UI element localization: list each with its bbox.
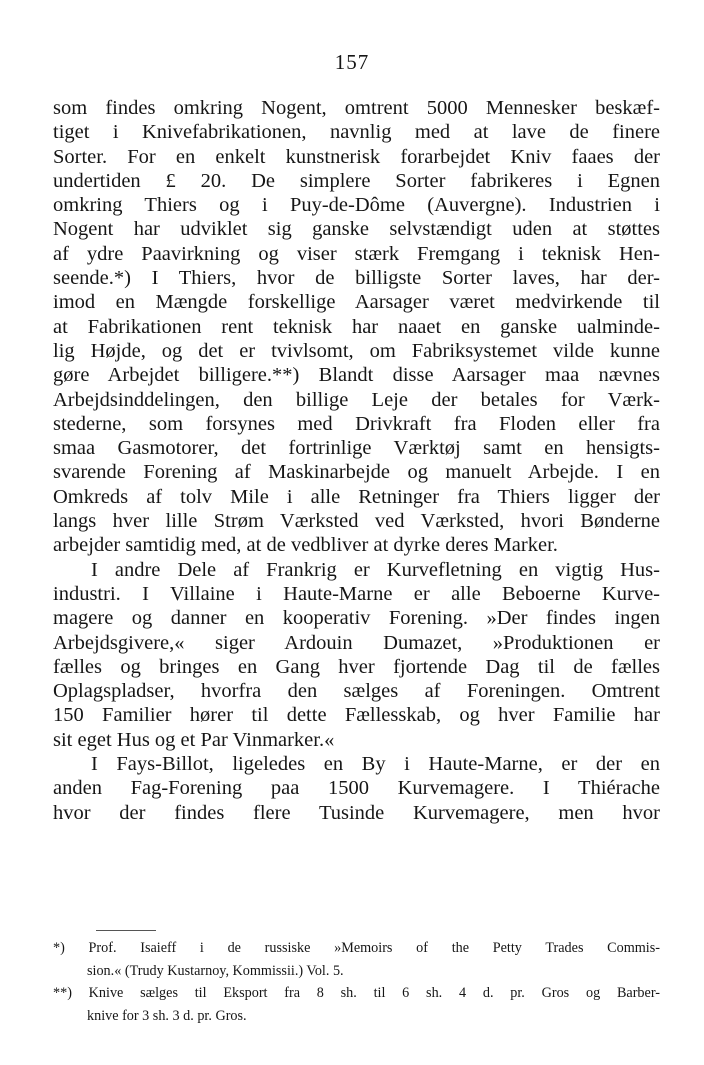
text-line: arbejder samtidig med, at de vedbliver at dyrke deres Marker. (53, 534, 558, 557)
text-line: hvor der findes flere Tusinde Kurvemagere, men hvor (53, 801, 660, 824)
footnote-line: *) Prof. Isaieff i de russiske »Memoirs of the Petty Trades Commis- (53, 940, 660, 956)
text-line: I andre Dele af Frankrig er Kurvefletning en vigtig Hus- (91, 558, 660, 581)
text-line: Arbejdsgivere,« siger Ardouin Dumazet, »Produktionen er (53, 631, 660, 654)
text-line: sit eget Hus og et Par Vinmarker.« (53, 728, 335, 751)
text-line: Arbejdsinddelingen, den billige Leje der betales for Værk- (53, 388, 660, 411)
text-line: imod en Mængde forskellige Aarsager været medvirkende til (53, 291, 660, 314)
footnotes (53, 937, 660, 1027)
text-line: stederne, som forsynes med Drivkraft fra Floden eller fra (53, 412, 660, 435)
footnote-line: knive for 3 sh. 3 d. pr. Gros. (87, 1007, 247, 1024)
text-line: gøre Arbejdet billigere.**) Blandt disse Aarsager maa nævnes (53, 364, 660, 387)
text-line: anden Fag-Forening paa 1500 Kurvemagere. I Thiérache (53, 777, 660, 800)
text-line: af ydre Paavirkning og viser stærk Fremgang i teknisk Hen- (53, 242, 660, 265)
text-line: tiget i Knivefabrikationen, navnlig med at lave de finere (53, 121, 660, 144)
text-line: smaa Gasmotorer, det fortrinlige Værktøj samt en hensigts- (53, 437, 660, 460)
text-line: omkring Thiers og i Puy-de-Dôme (Auvergne). Industrien i (53, 194, 660, 217)
page-number: 157 (334, 50, 370, 74)
text-line: som findes omkring Nogent, omtrent 5000 Mennesker beskæf- (53, 97, 660, 119)
text-line: undertiden £ 20. De simplere Sorter fabrikeres i Egnen (53, 169, 660, 192)
body-text (53, 96, 660, 825)
text-line: seende.*) I Thiers, hvor de billigste Sorter laves, har der- (53, 267, 660, 290)
text-line: 150 Familier hører til dette Fællesskab, og hver Familie har (53, 704, 660, 727)
text-line: svarende Forening af Maskinarbejde og manuelt Arbejde. I en (53, 461, 660, 484)
text-line: Sorter. For en enkelt kunstnerisk forarbejdet Kniv faaes der (53, 145, 660, 168)
text-line: Nogent har udviklet sig ganske selvstændigt uden at støttes (53, 218, 660, 241)
text-line: magere og danner en kooperativ Forening. »Der findes ingen (53, 607, 660, 630)
footnote-line: **) Knive sælges til Eksport fra 8 sh. til 6 sh. 4 d. pr. Gros og Barber- (53, 985, 660, 1001)
text-line: Oplagspladser, hvorfra den sælges af Foreningen. Omtrent (53, 680, 660, 703)
text-line: Omkreds af tolv Mile i alle Retninger fra Thiers ligger der (53, 485, 660, 508)
text-line: I Fays-Billot, ligeledes en By i Haute-Marne, er der en (91, 753, 660, 776)
text-line: industri. I Villaine i Haute-Marne er alle Beboerne Kurve- (53, 582, 660, 605)
footnote-line: sion.« (Trudy Kustarnoy, Kommissii.) Vol. 5. (87, 962, 344, 979)
footnote-divider (96, 930, 156, 931)
text-line: fælles og bringes en Gang hver fjortende Dag til de fælles (53, 655, 660, 678)
text-line: lig Højde, og det er tvivlsomt, om Fabriksystemet vilde kunne (53, 339, 660, 362)
text-line: langs hver lille Strøm Værksted ved Værksted, hvori Bønderne (53, 510, 660, 533)
text-line: at Fabrikationen rent teknisk har naaet en ganske ualminde- (53, 315, 660, 338)
